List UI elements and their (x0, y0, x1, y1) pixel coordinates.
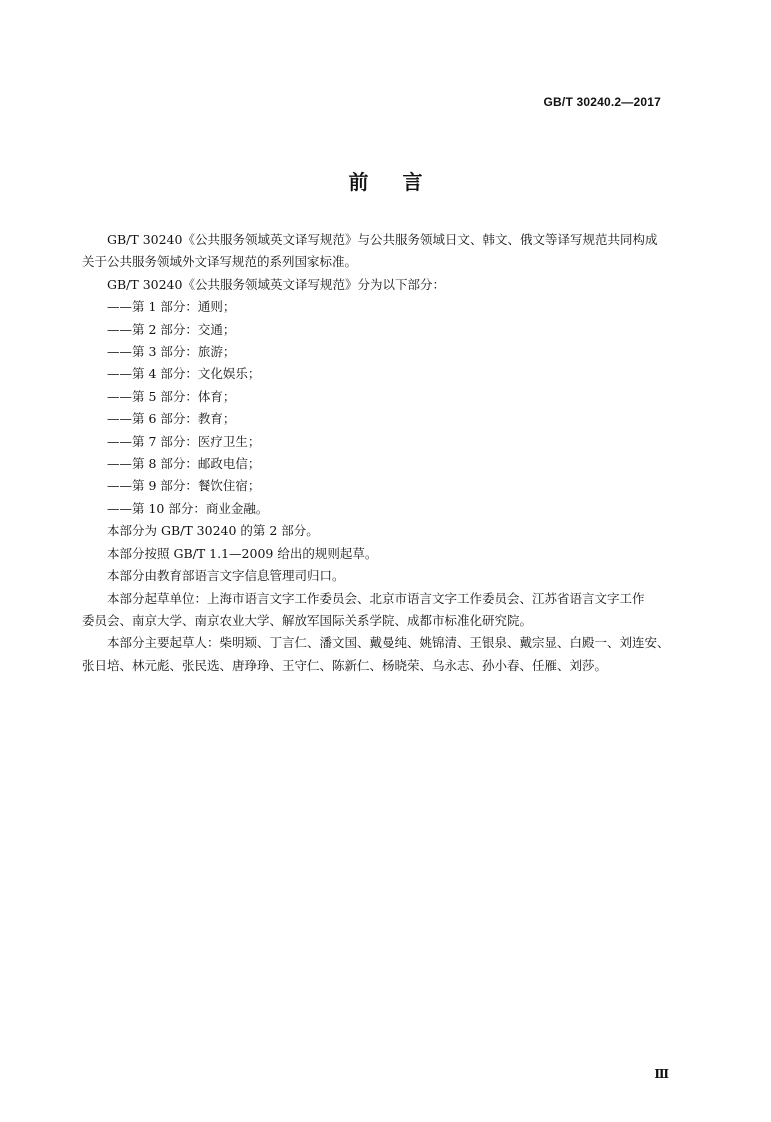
standard-code: GB/T 30240.2—2017 (543, 95, 661, 109)
title-char-2: 言 (402, 170, 423, 194)
page-number: Ⅲ (654, 1067, 669, 1081)
paragraph-5: 本部分由教育部语言文字信息管理司归口。 (107, 568, 345, 584)
paragraph-2: GB/T 30240《公共服务领域英文译写规范》分为以下部分： (107, 276, 445, 292)
list-item: ——第 3 部分：旅游； (107, 344, 236, 360)
paragraph-7-line-2: 张日培、林元彪、张民选、唐琤琤、王守仁、陈新仁、杨晓荣、乌永志、孙小春、任雁、刘莎。 (82, 657, 608, 673)
list-item: ——第 2 部分：交通； (107, 321, 236, 337)
list-item: ——第 5 部分：体育； (107, 388, 236, 404)
list-item: ——第 7 部分：医疗卫生； (107, 433, 261, 449)
list-item: ——第 6 部分：教育； (107, 411, 236, 427)
preface-body (82, 229, 686, 677)
list-item: ——第 1 部分：通则； (107, 299, 236, 315)
title-char-1: 前 (348, 170, 369, 194)
paragraph-6-line-1: 本部分起草单位：上海市语言文字工作委员会、北京市语言文字工作委员会、江苏省语言文字工作 (107, 590, 645, 606)
paragraph-4: 本部分按照 GB/T 1.1—2009 给出的规则起草。 (107, 545, 378, 561)
paragraph-3: 本部分为 GB/T 30240 的第 2 部分。 (107, 523, 319, 539)
paragraph-1-line-1: GB/T 30240《公共服务领域英文译写规范》与公共服务领域日文、韩文、俄文等译写规范共同构成 (107, 232, 658, 247)
page-title (0, 166, 771, 195)
list-item: ——第 9 部分：餐饮住宿； (107, 478, 261, 494)
paragraph-6-line-2: 委员会、南京大学、南京农业大学、解放军国际关系学院、成都市标准化研究院。 (82, 612, 533, 628)
list-item: ——第 10 部分：商业金融。 (107, 500, 269, 516)
list-item: ——第 8 部分：邮政电信； (107, 456, 261, 472)
paragraph-1-line-2: 关于公共服务领域外文译写规范的系列国家标准。 (82, 254, 358, 270)
list-item: ——第 4 部分：文化娱乐； (107, 366, 261, 382)
paragraph-7-line-1: 本部分主要起草人：柴明颎、丁言仁、潘文国、戴曼纯、姚锦清、王银泉、戴宗显、白殿一、刘连安、 (107, 635, 670, 651)
